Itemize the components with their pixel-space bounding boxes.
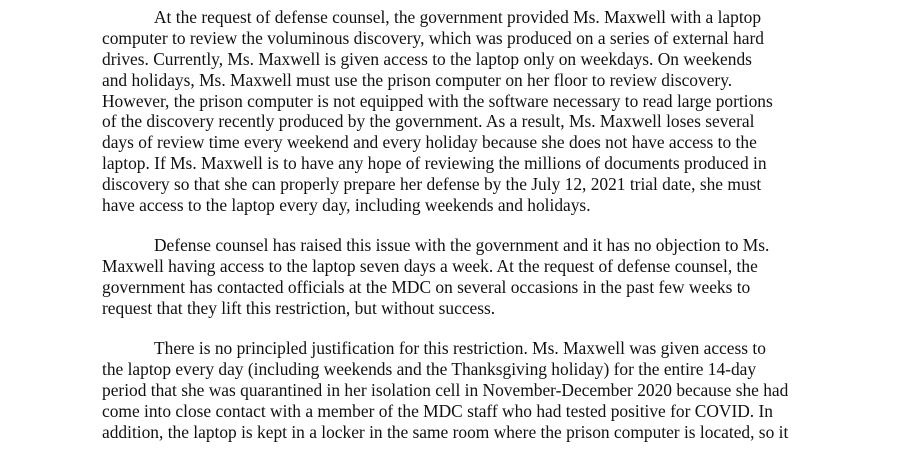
text-line: request that they lift this restriction, but without success. <box>102 297 496 318</box>
paragraph-defense-counsel <box>102 235 822 319</box>
text-line: computer to review the voluminous discovery, which was produced on a series of external hard <box>102 27 764 48</box>
text-line: Maxwell having access to the laptop seven days a week. At the request of defense counsel, the <box>102 255 758 276</box>
text-line: However, the prison computer is not equipped with the software necessary to read large portions <box>102 90 773 111</box>
text-line: There is no principled justification for this restriction. Ms. Maxwell was given access to <box>154 338 766 358</box>
text-line: come into close contact with a member of the MDC staff who had tested positive for COVID. In <box>102 400 773 421</box>
text-line: addition, the laptop is kept in a locker in the same room where the prison computer is located, so it <box>102 421 789 442</box>
text-line: period that she was quarantined in her isolation cell in November-December 2020 because she had <box>102 379 789 400</box>
text-line: and holidays, Ms. Maxwell must use the prison computer on her floor to review discovery. <box>102 69 733 90</box>
text-line: discovery so that she can properly prepare her defense by the July 12, 2021 trial date, she must <box>102 174 762 195</box>
text-line: have access to the laptop every day, including weekends and holidays. <box>102 195 591 216</box>
text-line: At the request of defense counsel, the government provided Ms. Maxwell with a laptop <box>154 7 762 27</box>
text-line: Defense counsel has raised this issue with the government and it has no objection to Ms. <box>154 235 770 255</box>
paragraph-laptop-access <box>102 7 822 216</box>
text-line: government has contacted officials at the MDC on several occasions in the past few weeks to <box>102 276 751 297</box>
paragraph-no-justification <box>102 338 822 442</box>
text-line: laptop. If Ms. Maxwell is to have any hope of reviewing the millions of documents produced in <box>102 153 767 174</box>
text-line: the laptop every day (including weekends and the Thanksgiving holiday) for the entire 14-day <box>102 358 757 379</box>
text-line: days of review time every weekend and every holiday because she does not have access to the <box>102 132 757 153</box>
text-line: drives. Currently, Ms. Maxwell is given access to the laptop only on weekdays. On weekends <box>102 48 752 69</box>
text-line: of the discovery recently produced by the government. As a result, Ms. Maxwell loses several <box>102 111 755 132</box>
